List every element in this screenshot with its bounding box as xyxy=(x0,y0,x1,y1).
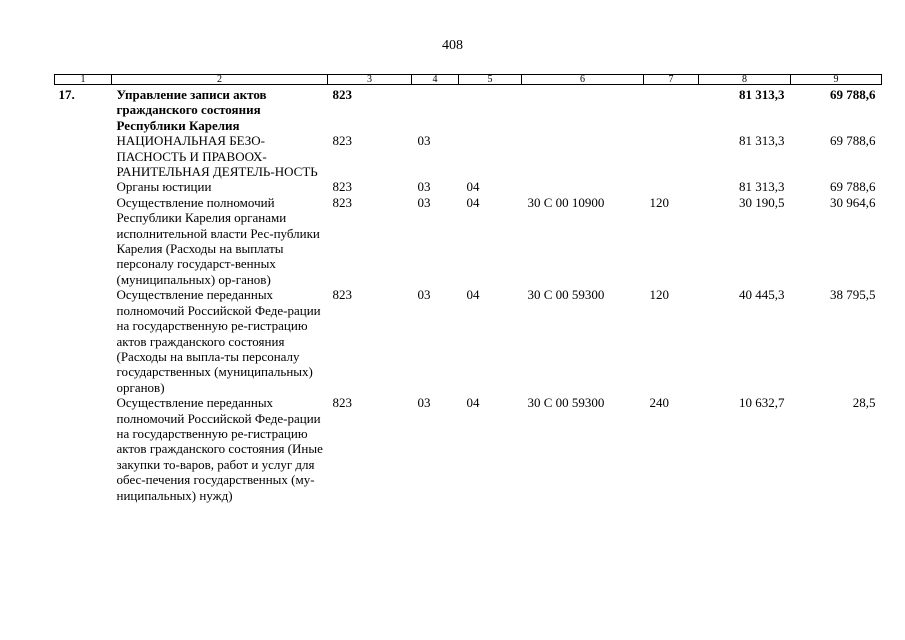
row-index xyxy=(55,195,112,287)
section-code: 03 xyxy=(417,395,431,411)
row-index xyxy=(55,133,112,179)
amount-year-1: 30 190,5 xyxy=(739,194,785,210)
expense-type-code xyxy=(644,133,699,179)
table-row xyxy=(55,287,882,395)
admin-code: 823 xyxy=(332,133,352,149)
admin-code: 823 xyxy=(332,87,352,102)
subsection-code: 04 xyxy=(466,395,480,411)
amount-year-2: 28,5 xyxy=(852,395,876,411)
column-header-9: 9 xyxy=(791,75,882,85)
subsection-code: 04 xyxy=(466,194,480,210)
subsection-code xyxy=(459,85,522,134)
column-header-6: 6 xyxy=(522,75,644,85)
budget-table xyxy=(54,74,882,503)
section-code: 03 xyxy=(417,179,431,195)
row-index xyxy=(55,395,112,503)
expense-type-code xyxy=(644,179,699,194)
row-name: НАЦИОНАЛЬНАЯ БЕЗО-ПАСНОСТЬ И ПРАВООХ-РАНИТЕЛЬНАЯ ДЕЯТЕЛЬ-НОСТЬ xyxy=(116,133,318,180)
amount-year-1: 81 313,3 xyxy=(739,87,785,102)
column-header-2: 2 xyxy=(112,75,328,85)
expense-type-code: 120 xyxy=(649,194,669,210)
column-number-header xyxy=(55,75,882,85)
amount-year-2: 30 964,6 xyxy=(830,194,876,210)
amount-year-2: 69 788,6 xyxy=(830,87,876,102)
row-name: Управление записи актов гражданского состояния Республики Карелия xyxy=(116,87,267,133)
row-index xyxy=(55,287,112,395)
section-code: 03 xyxy=(417,133,431,149)
row-name: Осуществление полномочий Республики Карелия органами исполнительной власти Рес-публики Карелия (Расходы на выплаты персоналу государст-венных (муниципальных) ор-ганов) xyxy=(116,194,320,287)
expense-type-code: 120 xyxy=(649,287,669,303)
amount-year-2: 69 788,6 xyxy=(830,179,876,195)
admin-code: 823 xyxy=(332,395,352,411)
amount-year-1: 10 632,7 xyxy=(739,395,785,411)
subsection-code: 04 xyxy=(466,287,480,303)
admin-code: 823 xyxy=(332,179,352,195)
admin-code: 823 xyxy=(332,194,352,210)
table-row xyxy=(55,195,882,287)
expense-type-code: 240 xyxy=(649,395,669,411)
row-name: Осуществление переданных полномочий Российской Феде-рации на государственную ре-гистрацию актов гражданского состояния (Иные закупки то-варов, работ и услуг для обес-печения государственных (му-ниципальных) нужд) xyxy=(116,395,323,503)
table-row xyxy=(55,179,882,194)
target-article-code xyxy=(522,85,644,134)
target-article-code: 30 С 00 59300 xyxy=(527,287,605,303)
column-header-7: 7 xyxy=(644,75,699,85)
amount-year-1: 81 313,3 xyxy=(739,133,785,149)
row-index: 17. xyxy=(58,87,75,102)
subsection-code xyxy=(459,133,522,179)
table-body xyxy=(55,85,882,503)
section-code: 03 xyxy=(417,194,431,210)
row-name: Органы юстиции xyxy=(116,179,212,195)
row-name: Осуществление переданных полномочий Российской Феде-рации на государственную ре-гистрацию актов гражданского состояния (Расходы на выпла-ты персоналу государственных (муниципальных) органов) xyxy=(116,287,321,395)
column-header-5: 5 xyxy=(459,75,522,85)
target-article-code xyxy=(522,133,644,179)
amount-year-1: 40 445,3 xyxy=(739,287,785,303)
table-row xyxy=(55,133,882,179)
amount-year-2: 69 788,6 xyxy=(830,133,876,149)
table-row xyxy=(55,85,882,134)
page-number: 408 xyxy=(442,38,463,53)
section-code: 03 xyxy=(417,287,431,303)
expense-type-code xyxy=(644,85,699,134)
section-code xyxy=(412,85,459,134)
column-header-4: 4 xyxy=(412,75,459,85)
amount-year-1: 81 313,3 xyxy=(739,179,785,195)
column-header-1: 1 xyxy=(55,75,112,85)
header-row xyxy=(55,75,882,85)
amount-year-2: 38 795,5 xyxy=(830,287,876,303)
column-header-3: 3 xyxy=(328,75,412,85)
row-index xyxy=(55,179,112,194)
subsection-code: 04 xyxy=(466,179,480,195)
admin-code: 823 xyxy=(332,287,352,303)
target-article-code: 30 С 00 10900 xyxy=(527,194,605,210)
target-article-code: 30 С 00 59300 xyxy=(527,395,605,411)
target-article-code xyxy=(522,179,644,194)
column-header-8: 8 xyxy=(699,75,791,85)
table-row xyxy=(55,395,882,503)
